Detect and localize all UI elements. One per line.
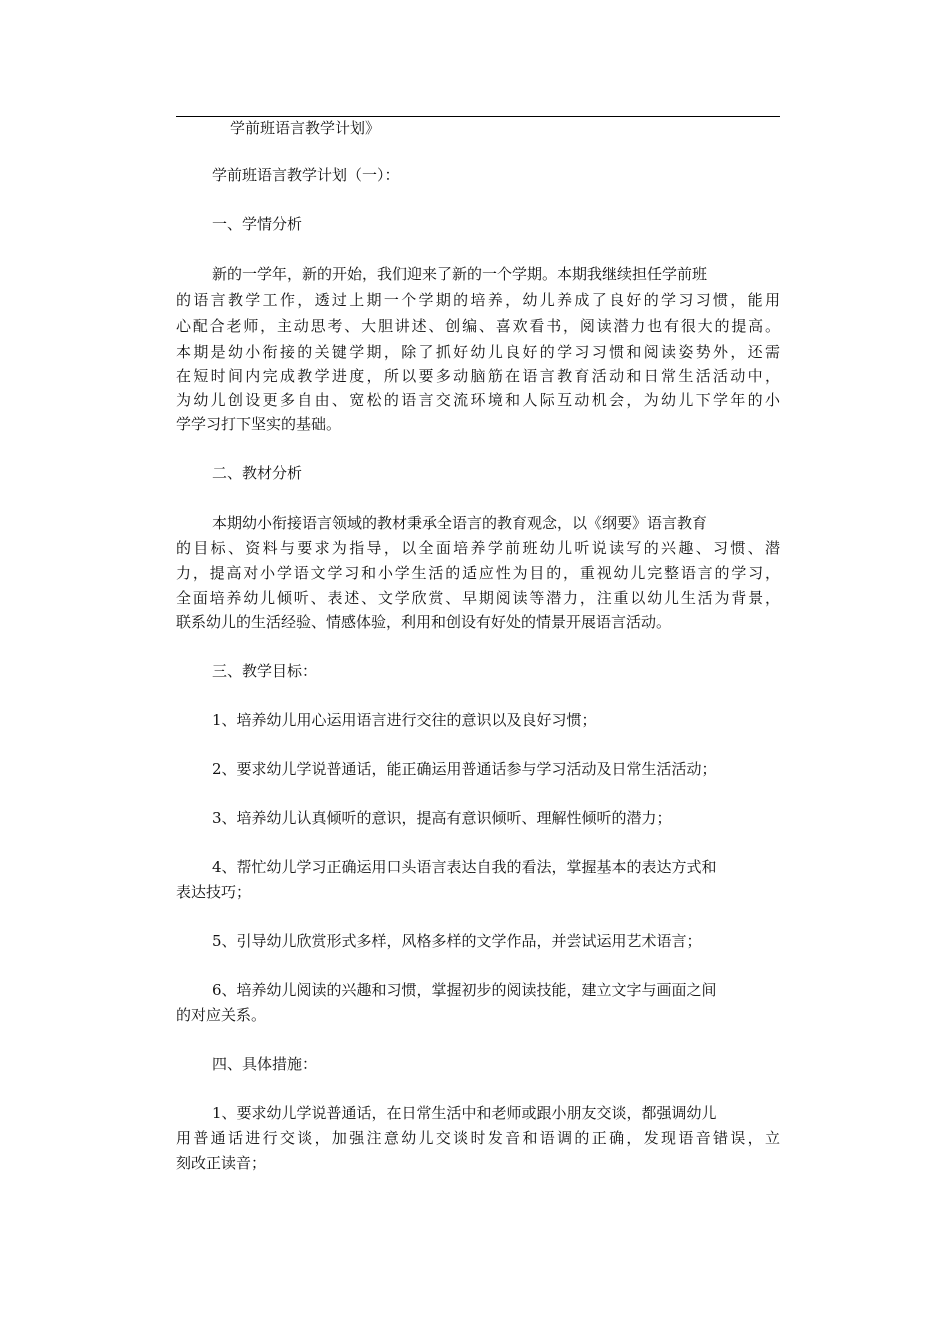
section-heading: 四、具体措施： <box>212 1055 318 1073</box>
paragraph-line: 本期幼小衔接语言领域的教材秉承全语言的教育观念，以《纲要》语言教育 <box>212 514 708 532</box>
paragraph-line: 力，提高对小学语文学习和小学生活的适应性为目的，重视幼儿完整语言的学习， <box>176 564 780 582</box>
paragraph-line: 联系幼儿的生活经验、情感体验，利用和创设有好处的情景开展语言活动。 <box>176 613 672 631</box>
list-item: 2、要求幼儿学说普通话，能正确运用普通话参与学习活动及日常生活活动； <box>212 760 717 778</box>
section-heading: 一、学情分析 <box>212 215 303 233</box>
list-item-continuation: 用普通话进行交谈，加强注意幼儿交谈时发音和语调的正确，发现语音错误，立 <box>176 1129 780 1147</box>
paragraph-line: 心配合老师，主动思考、大胆讲述、创编、喜欢看书，阅读潜力也有很大的提高。 <box>176 317 780 335</box>
list-item: 1、要求幼儿学说普通话，在日常生活中和老师或跟小朋友交谈，都强调幼儿 <box>212 1104 717 1122</box>
list-item: 5、引导幼儿欣赏形式多样，风格多样的文学作品，并尝试运用艺术语言； <box>212 932 702 950</box>
list-item-continuation: 的对应关系。 <box>176 1006 267 1024</box>
list-item: 6、培养幼儿阅读的兴趣和习惯，掌握初步的阅读技能，建立文字与画面之间 <box>212 981 717 999</box>
paragraph-line: 为幼儿创设更多自由、宽松的语言交流环境和人际互动机会，为幼儿下学年的小 <box>176 391 780 409</box>
document-subtitle: 学前班语言教学计划（一）： <box>212 166 400 184</box>
paragraph-line: 学学习打下坚实的基础。 <box>176 415 342 433</box>
paragraph-line: 的语言教学工作，透过上期一个学期的培养，幼儿养成了良好的学习习惯，能用 <box>176 291 780 309</box>
section-heading: 二、教材分析 <box>212 464 303 482</box>
paragraph-line: 在短时间内完成教学进度，所以要多动脑筋在语言教育活动和日常生活活动中， <box>176 367 780 385</box>
list-item: 4、帮忙幼儿学习正确运用口头语言表达自我的看法，掌握基本的表达方式和 <box>212 858 717 876</box>
list-item-continuation: 刻改正读音； <box>176 1154 267 1172</box>
paragraph-line: 本期是幼小衔接的关键学期，除了抓好幼儿良好的学习习惯和阅读姿势外，还需 <box>176 343 780 361</box>
paragraph-line: 新的一学年，新的开始，我们迎来了新的一个学期。本期我继续担任学前班 <box>212 265 708 283</box>
paragraph-line: 的目标、资料与要求为指导，以全面培养学前班幼儿听说读写的兴趣、习惯、潜 <box>176 539 780 557</box>
paragraph-line: 全面培养幼儿倾听、表述、文学欣赏、早期阅读等潜力，注重以幼儿生活为背景， <box>176 589 780 607</box>
header-rule <box>176 116 780 117</box>
list-item-continuation: 表达技巧； <box>176 883 252 901</box>
header-title: 学前班语言教学计划》 <box>230 119 381 137</box>
section-heading: 三、教学目标： <box>212 662 318 680</box>
list-item: 1、培养幼儿用心运用语言进行交往的意识以及良好习惯； <box>212 711 597 729</box>
list-item: 3、培养幼儿认真倾听的意识，提高有意识倾听、理解性倾听的潜力； <box>212 809 672 827</box>
